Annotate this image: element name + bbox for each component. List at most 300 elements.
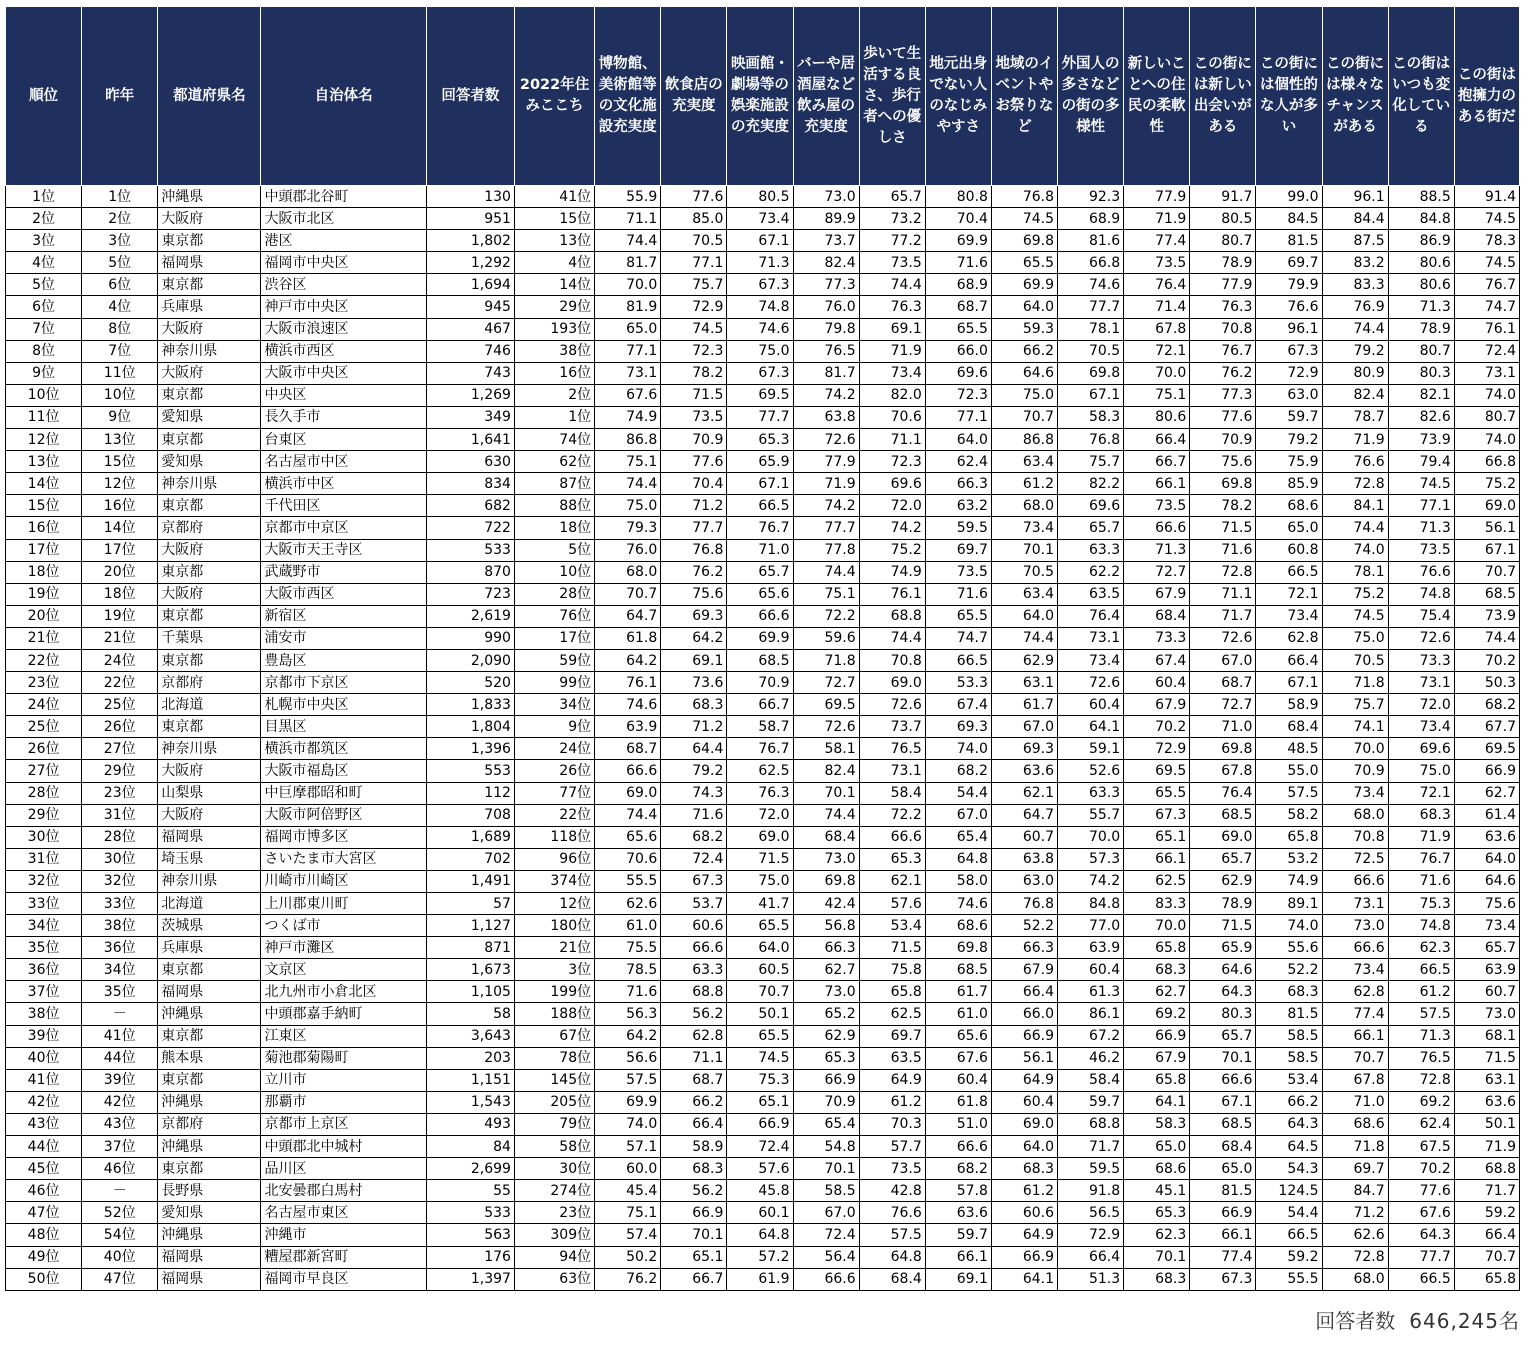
cell-livability-2022: 94位 (514, 1246, 594, 1268)
cell-culture-facilities: 71.1 (595, 208, 661, 230)
cell-last-year: 15位 (82, 451, 158, 473)
cell-opportunities: 78.7 (1322, 406, 1388, 428)
cell-bars-izakaya: 71.8 (793, 649, 859, 671)
cell-always-changing: 57.5 (1388, 1003, 1454, 1025)
cell-diversity: 69.6 (1058, 495, 1124, 517)
cell-walkability: 71.9 (859, 340, 925, 362)
cell-resident-flexibility: 68.3 (1124, 1268, 1190, 1290)
cell-entertainment-facilities: 66.5 (727, 495, 793, 517)
cell-culture-facilities: 74.4 (595, 230, 661, 252)
cell-opportunities: 68.0 (1322, 804, 1388, 826)
cell-newcomer-friendliness: 69.3 (925, 716, 991, 738)
cell-respondents: 1,269 (426, 384, 514, 406)
cell-local-events: 60.7 (991, 826, 1057, 848)
cell-walkability: 69.0 (859, 672, 925, 694)
table-row (6, 1069, 1520, 1091)
cell-respondents: 493 (426, 1113, 514, 1135)
cell-bars-izakaya: 76.5 (793, 340, 859, 362)
cell-resident-flexibility: 73.5 (1124, 495, 1190, 517)
cell-municipality: 中巨摩郡昭和町 (261, 782, 426, 804)
cell-entertainment-facilities: 75.0 (727, 870, 793, 892)
cell-local-events: 66.9 (991, 1246, 1057, 1268)
cell-opportunities: 71.8 (1322, 672, 1388, 694)
cell-prefecture: 神奈川県 (158, 473, 261, 495)
table-row (6, 804, 1520, 826)
cell-restaurants: 72.9 (661, 296, 727, 318)
cell-prefecture: 東京都 (158, 716, 261, 738)
cell-resident-flexibility: 58.3 (1124, 1113, 1190, 1135)
cell-rank: 12位 (6, 429, 82, 451)
cell-culture-facilities: 64.7 (595, 605, 661, 627)
cell-entertainment-facilities: 65.1 (727, 1091, 793, 1113)
cell-rank: 21位 (6, 627, 82, 649)
cell-rank: 23位 (6, 672, 82, 694)
cell-municipality: 中頭郡北谷町 (261, 186, 426, 208)
cell-entertainment-facilities: 70.7 (727, 981, 793, 1003)
cell-livability-2022: 21位 (514, 937, 594, 959)
cell-bars-izakaya: 62.7 (793, 959, 859, 981)
cell-newcomer-friendliness: 73.5 (925, 561, 991, 583)
cell-local-events: 70.1 (991, 539, 1057, 561)
cell-respondents: 1,802 (426, 230, 514, 252)
cell-diversity: 52.6 (1058, 760, 1124, 782)
cell-restaurants: 70.1 (661, 1224, 727, 1246)
cell-new-encounters: 69.8 (1190, 473, 1256, 495)
cell-restaurants: 53.7 (661, 893, 727, 915)
cell-respondents: 130 (426, 186, 514, 208)
cell-municipality: さいたま市大宮区 (261, 848, 426, 870)
cell-rank: 34位 (6, 915, 82, 937)
cell-municipality: 横浜市西区 (261, 340, 426, 362)
cell-municipality: 立川市 (261, 1069, 426, 1091)
cell-respondents: 553 (426, 760, 514, 782)
cell-last-year: 27位 (82, 738, 158, 760)
cell-always-changing: 61.2 (1388, 981, 1454, 1003)
cell-inclusiveness: 68.8 (1454, 1158, 1519, 1180)
cell-municipality: 菊池郡菊陽町 (261, 1047, 426, 1069)
cell-livability-2022: 38位 (514, 340, 594, 362)
cell-diversity: 86.1 (1058, 1003, 1124, 1025)
cell-diversity: 63.3 (1058, 782, 1124, 804)
cell-newcomer-friendliness: 69.9 (925, 230, 991, 252)
cell-local-events: 60.4 (991, 1091, 1057, 1113)
cell-bars-izakaya: 74.2 (793, 495, 859, 517)
cell-bars-izakaya: 66.3 (793, 937, 859, 959)
cell-always-changing: 71.3 (1388, 1025, 1454, 1047)
cell-restaurants: 69.1 (661, 649, 727, 671)
cell-rank: 22位 (6, 649, 82, 671)
cell-diversity: 74.2 (1058, 870, 1124, 892)
cell-local-events: 67.9 (991, 959, 1057, 981)
cell-resident-flexibility: 66.1 (1124, 848, 1190, 870)
cell-local-events: 66.3 (991, 937, 1057, 959)
cell-opportunities: 74.4 (1322, 517, 1388, 539)
cell-walkability: 69.1 (859, 318, 925, 340)
cell-opportunities: 71.8 (1322, 1136, 1388, 1158)
cell-last-year: 39位 (82, 1069, 158, 1091)
cell-bars-izakaya: 63.8 (793, 406, 859, 428)
cell-opportunities: 84.1 (1322, 495, 1388, 517)
cell-always-changing: 76.6 (1388, 561, 1454, 583)
cell-bars-izakaya: 68.4 (793, 826, 859, 848)
cell-livability-2022: 5位 (514, 539, 594, 561)
cell-unique-people: 66.5 (1256, 561, 1322, 583)
cell-respondents: 84 (426, 1136, 514, 1158)
cell-opportunities: 71.0 (1322, 1091, 1388, 1113)
cell-respondents: 708 (426, 804, 514, 826)
cell-livability-2022: 22位 (514, 804, 594, 826)
cell-bars-izakaya: 67.0 (793, 1202, 859, 1224)
cell-newcomer-friendliness: 66.1 (925, 1246, 991, 1268)
cell-entertainment-facilities: 61.9 (727, 1268, 793, 1290)
cell-culture-facilities: 76.2 (595, 1268, 661, 1290)
cell-resident-flexibility: 67.3 (1124, 804, 1190, 826)
cell-municipality: 大阪市浪速区 (261, 318, 426, 340)
cell-rank: 49位 (6, 1246, 82, 1268)
cell-entertainment-facilities: 77.7 (727, 406, 793, 428)
cell-walkability: 82.0 (859, 384, 925, 406)
cell-unique-people: 73.4 (1256, 605, 1322, 627)
cell-walkability: 65.3 (859, 848, 925, 870)
cell-restaurants: 56.2 (661, 1180, 727, 1202)
cell-livability-2022: 13位 (514, 230, 594, 252)
cell-culture-facilities: 63.9 (595, 716, 661, 738)
cell-new-encounters: 68.4 (1190, 1136, 1256, 1158)
cell-new-encounters: 77.9 (1190, 274, 1256, 296)
cell-walkability: 69.7 (859, 1025, 925, 1047)
cell-local-events: 76.8 (991, 893, 1057, 915)
cell-livability-2022: 17位 (514, 627, 594, 649)
cell-last-year: 10位 (82, 384, 158, 406)
cell-unique-people: 59.7 (1256, 406, 1322, 428)
cell-last-year: 5位 (82, 252, 158, 274)
cell-newcomer-friendliness: 68.9 (925, 274, 991, 296)
cell-livability-2022: 67位 (514, 1025, 594, 1047)
cell-always-changing: 67.6 (1388, 1202, 1454, 1224)
cell-prefecture: 熊本県 (158, 1047, 261, 1069)
cell-respondents: 1,673 (426, 959, 514, 981)
cell-prefecture: 北海道 (158, 893, 261, 915)
cell-opportunities: 70.5 (1322, 649, 1388, 671)
cell-diversity: 67.1 (1058, 384, 1124, 406)
table-row (6, 915, 1520, 937)
cell-newcomer-friendliness: 66.6 (925, 1136, 991, 1158)
cell-prefecture: 神奈川県 (158, 738, 261, 760)
cell-bars-izakaya: 65.2 (793, 1003, 859, 1025)
cell-walkability: 53.4 (859, 915, 925, 937)
cell-unique-people: 54.3 (1256, 1158, 1322, 1180)
cell-municipality: 京都市下京区 (261, 672, 426, 694)
cell-municipality: 大阪市福島区 (261, 760, 426, 782)
cell-unique-people: 69.7 (1256, 252, 1322, 274)
cell-unique-people: 53.2 (1256, 848, 1322, 870)
cell-livability-2022: 63位 (514, 1268, 594, 1290)
cell-walkability: 57.5 (859, 1224, 925, 1246)
cell-opportunities: 73.0 (1322, 915, 1388, 937)
cell-new-encounters: 68.5 (1190, 1113, 1256, 1135)
cell-restaurants: 66.2 (661, 1091, 727, 1113)
cell-livability-2022: 145位 (514, 1069, 594, 1091)
cell-bars-izakaya: 72.6 (793, 429, 859, 451)
table-row (6, 893, 1520, 915)
cell-resident-flexibility: 67.8 (1124, 318, 1190, 340)
cell-culture-facilities: 74.9 (595, 406, 661, 428)
cell-prefecture: 長野県 (158, 1180, 261, 1202)
cell-always-changing: 80.6 (1388, 252, 1454, 274)
cell-diversity: 77.0 (1058, 915, 1124, 937)
cell-resident-flexibility: 65.8 (1124, 1069, 1190, 1091)
cell-entertainment-facilities: 80.5 (727, 186, 793, 208)
cell-inclusiveness: 71.7 (1454, 1180, 1519, 1202)
cell-inclusiveness: 74.4 (1454, 627, 1519, 649)
cell-inclusiveness: 73.9 (1454, 605, 1519, 627)
cell-prefecture: 福岡県 (158, 1246, 261, 1268)
cell-opportunities: 70.9 (1322, 760, 1388, 782)
cell-last-year: 18位 (82, 583, 158, 605)
cell-walkability: 62.1 (859, 870, 925, 892)
cell-unique-people: 67.1 (1256, 672, 1322, 694)
cell-opportunities: 75.0 (1322, 627, 1388, 649)
cell-local-events: 62.9 (991, 649, 1057, 671)
cell-always-changing: 77.6 (1388, 1180, 1454, 1202)
cell-newcomer-friendliness: 63.6 (925, 1202, 991, 1224)
cell-newcomer-friendliness: 57.8 (925, 1180, 991, 1202)
cell-resident-flexibility: 70.2 (1124, 716, 1190, 738)
cell-respondents: 520 (426, 672, 514, 694)
cell-respondents: 1,804 (426, 716, 514, 738)
cell-bars-izakaya: 69.5 (793, 694, 859, 716)
cell-newcomer-friendliness: 74.7 (925, 627, 991, 649)
header-prefecture: 都道府県名 (158, 7, 261, 186)
cell-walkability: 68.4 (859, 1268, 925, 1290)
cell-rank: 48位 (6, 1224, 82, 1246)
cell-local-events: 61.2 (991, 473, 1057, 495)
cell-resident-flexibility: 69.2 (1124, 1003, 1190, 1025)
cell-newcomer-friendliness: 77.1 (925, 406, 991, 428)
cell-restaurants: 69.3 (661, 605, 727, 627)
cell-prefecture: 福岡県 (158, 252, 261, 274)
cell-culture-facilities: 57.5 (595, 1069, 661, 1091)
cell-new-encounters: 75.6 (1190, 451, 1256, 473)
cell-resident-flexibility: 65.0 (1124, 1136, 1190, 1158)
cell-local-events: 73.4 (991, 517, 1057, 539)
cell-diversity: 69.8 (1058, 362, 1124, 384)
cell-resident-flexibility: 76.4 (1124, 274, 1190, 296)
cell-prefecture: 東京都 (158, 561, 261, 583)
cell-unique-people: 58.5 (1256, 1025, 1322, 1047)
cell-new-encounters: 70.1 (1190, 1047, 1256, 1069)
cell-culture-facilities: 62.6 (595, 893, 661, 915)
cell-entertainment-facilities: 62.5 (727, 760, 793, 782)
cell-new-encounters: 77.4 (1190, 1246, 1256, 1268)
cell-newcomer-friendliness: 68.6 (925, 915, 991, 937)
cell-rank: 41位 (6, 1069, 82, 1091)
cell-last-year: 17位 (82, 539, 158, 561)
cell-entertainment-facilities: 66.9 (727, 1113, 793, 1135)
cell-municipality: 大阪市阿倍野区 (261, 804, 426, 826)
cell-last-year: 7位 (82, 340, 158, 362)
header-new-encounters: この街には新しい出会いがある (1190, 7, 1256, 186)
cell-municipality: 横浜市中区 (261, 473, 426, 495)
cell-walkability: 70.6 (859, 406, 925, 428)
cell-respondents: 533 (426, 1202, 514, 1224)
cell-rank: 5位 (6, 274, 82, 296)
cell-newcomer-friendliness: 68.2 (925, 1158, 991, 1180)
table-row (6, 1136, 1520, 1158)
cell-new-encounters: 77.6 (1190, 406, 1256, 428)
cell-unique-people: 84.5 (1256, 208, 1322, 230)
cell-bars-izakaya: 70.1 (793, 782, 859, 804)
cell-culture-facilities: 75.1 (595, 451, 661, 473)
cell-inclusiveness: 71.5 (1454, 1047, 1519, 1069)
cell-bars-izakaya: 72.4 (793, 1224, 859, 1246)
cell-opportunities: 83.3 (1322, 274, 1388, 296)
table-row (6, 230, 1520, 252)
header-culture-facilities: 博物館、美術館等の文化施設充実度 (595, 7, 661, 186)
cell-last-year: 20位 (82, 561, 158, 583)
cell-opportunities: 75.7 (1322, 694, 1388, 716)
cell-walkability: 65.8 (859, 981, 925, 1003)
cell-newcomer-friendliness: 59.7 (925, 1224, 991, 1246)
cell-restaurants: 77.6 (661, 451, 727, 473)
cell-livability-2022: 59位 (514, 649, 594, 671)
cell-culture-facilities: 50.2 (595, 1246, 661, 1268)
cell-unique-people: 57.5 (1256, 782, 1322, 804)
cell-last-year: － (82, 1180, 158, 1202)
cell-restaurants: 71.5 (661, 384, 727, 406)
cell-local-events: 69.9 (991, 274, 1057, 296)
cell-local-events: 74.5 (991, 208, 1057, 230)
cell-unique-people: 64.5 (1256, 1136, 1322, 1158)
cell-inclusiveness: 80.7 (1454, 406, 1519, 428)
cell-bars-izakaya: 56.8 (793, 915, 859, 937)
cell-respondents: 533 (426, 539, 514, 561)
cell-always-changing: 74.5 (1388, 473, 1454, 495)
cell-bars-izakaya: 54.8 (793, 1136, 859, 1158)
cell-walkability: 76.1 (859, 583, 925, 605)
cell-opportunities: 84.7 (1322, 1180, 1388, 1202)
cell-walkability: 72.6 (859, 694, 925, 716)
cell-opportunities: 71.9 (1322, 429, 1388, 451)
cell-entertainment-facilities: 67.3 (727, 362, 793, 384)
cell-walkability: 70.8 (859, 649, 925, 671)
cell-last-year: 16位 (82, 495, 158, 517)
table-row (6, 384, 1520, 406)
cell-opportunities: 69.7 (1322, 1158, 1388, 1180)
cell-inclusiveness: 91.4 (1454, 186, 1519, 208)
cell-newcomer-friendliness: 66.5 (925, 649, 991, 671)
cell-culture-facilities: 61.0 (595, 915, 661, 937)
cell-new-encounters: 67.1 (1190, 1091, 1256, 1113)
cell-unique-people: 48.5 (1256, 738, 1322, 760)
cell-walkability: 72.2 (859, 804, 925, 826)
cell-entertainment-facilities: 65.7 (727, 561, 793, 583)
cell-newcomer-friendliness: 61.8 (925, 1091, 991, 1113)
cell-walkability: 73.2 (859, 208, 925, 230)
cell-newcomer-friendliness: 67.0 (925, 804, 991, 826)
cell-culture-facilities: 67.6 (595, 384, 661, 406)
cell-diversity: 72.9 (1058, 1224, 1124, 1246)
cell-rank: 17位 (6, 539, 82, 561)
cell-inclusiveness: 67.1 (1454, 539, 1519, 561)
cell-bars-izakaya: 81.7 (793, 362, 859, 384)
cell-unique-people: 60.8 (1256, 539, 1322, 561)
cell-newcomer-friendliness: 65.5 (925, 318, 991, 340)
cell-rank: 15位 (6, 495, 82, 517)
cell-restaurants: 64.2 (661, 627, 727, 649)
cell-livability-2022: 99位 (514, 672, 594, 694)
cell-inclusiveness: 76.7 (1454, 274, 1519, 296)
cell-walkability: 69.6 (859, 473, 925, 495)
cell-restaurants: 74.3 (661, 782, 727, 804)
cell-rank: 25位 (6, 716, 82, 738)
cell-culture-facilities: 66.6 (595, 760, 661, 782)
cell-opportunities: 66.6 (1322, 870, 1388, 892)
cell-new-encounters: 65.7 (1190, 848, 1256, 870)
cell-newcomer-friendliness: 54.4 (925, 782, 991, 804)
cell-new-encounters: 67.0 (1190, 649, 1256, 671)
cell-resident-flexibility: 60.4 (1124, 672, 1190, 694)
cell-municipality: 港区 (261, 230, 426, 252)
cell-always-changing: 73.3 (1388, 649, 1454, 671)
cell-local-events: 75.0 (991, 384, 1057, 406)
cell-municipality: 札幌市中央区 (261, 694, 426, 716)
table-row (6, 937, 1520, 959)
cell-new-encounters: 76.2 (1190, 362, 1256, 384)
table-row (6, 473, 1520, 495)
cell-entertainment-facilities: 60.5 (727, 959, 793, 981)
table-row (6, 495, 1520, 517)
cell-entertainment-facilities: 67.1 (727, 230, 793, 252)
cell-walkability: 74.4 (859, 274, 925, 296)
cell-always-changing: 70.2 (1388, 1158, 1454, 1180)
cell-diversity: 66.8 (1058, 252, 1124, 274)
cell-prefecture: 山梨県 (158, 782, 261, 804)
cell-local-events: 74.4 (991, 627, 1057, 649)
cell-bars-izakaya: 73.0 (793, 848, 859, 870)
cell-inclusiveness: 63.9 (1454, 959, 1519, 981)
cell-resident-flexibility: 65.1 (1124, 826, 1190, 848)
cell-respondents: 2,619 (426, 605, 514, 627)
cell-last-year: 22位 (82, 672, 158, 694)
table-row (6, 605, 1520, 627)
cell-last-year: 36位 (82, 937, 158, 959)
cell-livability-2022: 77位 (514, 782, 594, 804)
cell-always-changing: 75.0 (1388, 760, 1454, 782)
cell-bars-izakaya: 74.2 (793, 384, 859, 406)
cell-culture-facilities: 70.0 (595, 274, 661, 296)
cell-respondents: 702 (426, 848, 514, 870)
cell-last-year: 8位 (82, 318, 158, 340)
cell-always-changing: 73.5 (1388, 539, 1454, 561)
cell-culture-facilities: 76.1 (595, 672, 661, 694)
cell-resident-flexibility: 71.4 (1124, 296, 1190, 318)
cell-unique-people: 96.1 (1256, 318, 1322, 340)
cell-local-events: 63.4 (991, 451, 1057, 473)
cell-livability-2022: 18位 (514, 517, 594, 539)
cell-rank: 28位 (6, 782, 82, 804)
cell-newcomer-friendliness: 68.5 (925, 959, 991, 981)
cell-always-changing: 62.3 (1388, 937, 1454, 959)
cell-municipality: 神戸市中央区 (261, 296, 426, 318)
cell-livability-2022: 193位 (514, 318, 594, 340)
header-inclusiveness: この街は抱擁力のある街だ (1454, 7, 1519, 186)
cell-walkability: 76.3 (859, 296, 925, 318)
table-row (6, 429, 1520, 451)
cell-inclusiveness: 75.6 (1454, 893, 1519, 915)
cell-unique-people: 81.5 (1256, 1003, 1322, 1025)
cell-new-encounters: 76.7 (1190, 340, 1256, 362)
